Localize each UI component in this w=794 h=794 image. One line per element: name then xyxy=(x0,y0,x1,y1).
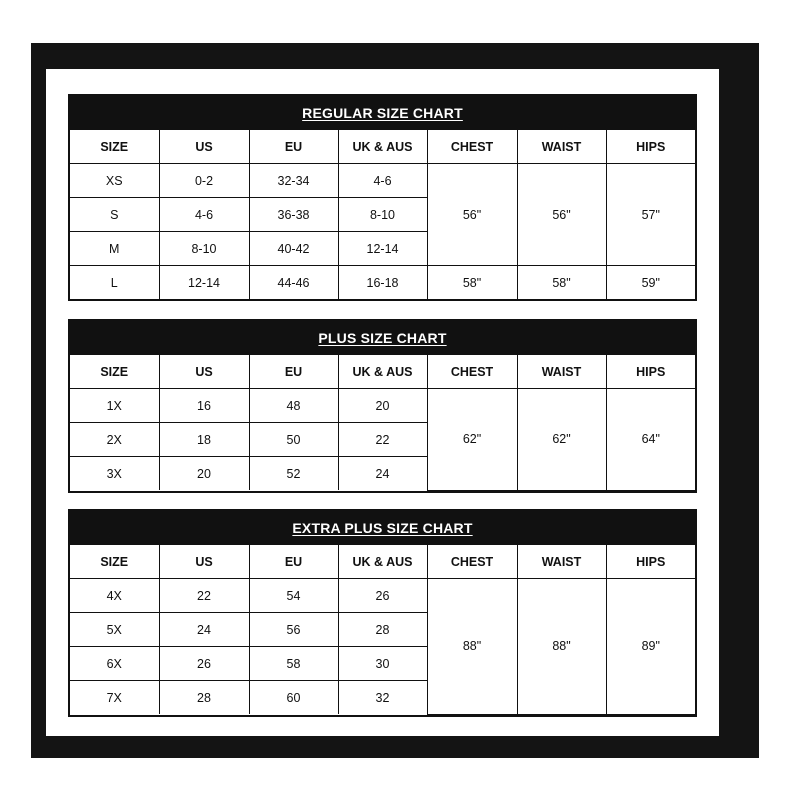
eu-cell: 52 xyxy=(249,457,338,491)
chart-title: PLUS SIZE CHART xyxy=(70,321,695,355)
waist-cell: 56" xyxy=(517,164,606,266)
header-us: US xyxy=(159,130,249,164)
eu-cell: 58 xyxy=(249,647,338,681)
uk-cell: 28 xyxy=(338,613,427,647)
size-cell: 6X xyxy=(70,647,159,681)
size-cell: L xyxy=(70,266,159,300)
eu-cell: 32-34 xyxy=(249,164,338,198)
us-cell: 4-6 xyxy=(159,198,249,232)
eu-cell: 56 xyxy=(249,613,338,647)
eu-cell: 54 xyxy=(249,579,338,613)
size-cell: M xyxy=(70,232,159,266)
waist-cell: 62" xyxy=(517,389,606,491)
us-cell: 18 xyxy=(159,423,249,457)
us-cell: 26 xyxy=(159,647,249,681)
regular-size-chart xyxy=(68,94,697,301)
eu-cell: 60 xyxy=(249,681,338,715)
uk-cell: 16-18 xyxy=(338,266,427,300)
us-cell: 24 xyxy=(159,613,249,647)
header-size: SIZE xyxy=(70,545,159,579)
header-uk-aus: UK & AUS xyxy=(338,130,427,164)
table-row xyxy=(70,164,695,198)
hips-cell: 57" xyxy=(606,164,695,266)
header-size: SIZE xyxy=(70,355,159,389)
size-table xyxy=(70,355,695,491)
extra-plus-size-chart xyxy=(68,509,697,717)
header-uk-aus: UK & AUS xyxy=(338,545,427,579)
table-row xyxy=(70,266,695,300)
us-cell: 20 xyxy=(159,457,249,491)
size-cell: 7X xyxy=(70,681,159,715)
chest-cell: 56" xyxy=(427,164,517,266)
header-chest: CHEST xyxy=(427,130,517,164)
header-uk-aus: UK & AUS xyxy=(338,355,427,389)
hips-cell: 64" xyxy=(606,389,695,491)
header-us: US xyxy=(159,545,249,579)
header-eu: EU xyxy=(249,545,338,579)
chest-cell: 62" xyxy=(427,389,517,491)
size-cell: 5X xyxy=(70,613,159,647)
size-cell: 3X xyxy=(70,457,159,491)
waist-cell: 88" xyxy=(517,579,606,715)
chart-title: EXTRA PLUS SIZE CHART xyxy=(70,511,695,545)
size-table xyxy=(70,545,695,715)
size-cell: 4X xyxy=(70,579,159,613)
header-row xyxy=(70,545,695,579)
header-hips: HIPS xyxy=(606,130,695,164)
table-row xyxy=(70,389,695,423)
header-waist: WAIST xyxy=(517,130,606,164)
header-waist: WAIST xyxy=(517,545,606,579)
uk-cell: 22 xyxy=(338,423,427,457)
waist-cell: 58" xyxy=(517,266,606,300)
header-chest: CHEST xyxy=(427,355,517,389)
uk-cell: 8-10 xyxy=(338,198,427,232)
header-row xyxy=(70,130,695,164)
us-cell: 16 xyxy=(159,389,249,423)
uk-cell: 20 xyxy=(338,389,427,423)
us-cell: 12-14 xyxy=(159,266,249,300)
eu-cell: 44-46 xyxy=(249,266,338,300)
eu-cell: 36-38 xyxy=(249,198,338,232)
uk-cell: 24 xyxy=(338,457,427,491)
uk-cell: 26 xyxy=(338,579,427,613)
table-row xyxy=(70,579,695,613)
uk-cell: 32 xyxy=(338,681,427,715)
hips-cell: 89" xyxy=(606,579,695,715)
header-size: SIZE xyxy=(70,130,159,164)
us-cell: 22 xyxy=(159,579,249,613)
size-cell: 2X xyxy=(70,423,159,457)
header-us: US xyxy=(159,355,249,389)
header-eu: EU xyxy=(249,355,338,389)
uk-cell: 30 xyxy=(338,647,427,681)
us-cell: 8-10 xyxy=(159,232,249,266)
eu-cell: 40-42 xyxy=(249,232,338,266)
uk-cell: 12-14 xyxy=(338,232,427,266)
chest-cell: 58" xyxy=(427,266,517,300)
size-cell: XS xyxy=(70,164,159,198)
eu-cell: 48 xyxy=(249,389,338,423)
uk-cell: 4-6 xyxy=(338,164,427,198)
plus-size-chart xyxy=(68,319,697,493)
header-hips: HIPS xyxy=(606,545,695,579)
us-cell: 0-2 xyxy=(159,164,249,198)
eu-cell: 50 xyxy=(249,423,338,457)
header-hips: HIPS xyxy=(606,355,695,389)
chart-title: REGULAR SIZE CHART xyxy=(70,96,695,130)
us-cell: 28 xyxy=(159,681,249,715)
header-chest: CHEST xyxy=(427,545,517,579)
header-waist: WAIST xyxy=(517,355,606,389)
header-row xyxy=(70,355,695,389)
size-table xyxy=(70,130,695,299)
size-cell: S xyxy=(70,198,159,232)
header-eu: EU xyxy=(249,130,338,164)
chest-cell: 88" xyxy=(427,579,517,715)
size-cell: 1X xyxy=(70,389,159,423)
hips-cell: 59" xyxy=(606,266,695,300)
